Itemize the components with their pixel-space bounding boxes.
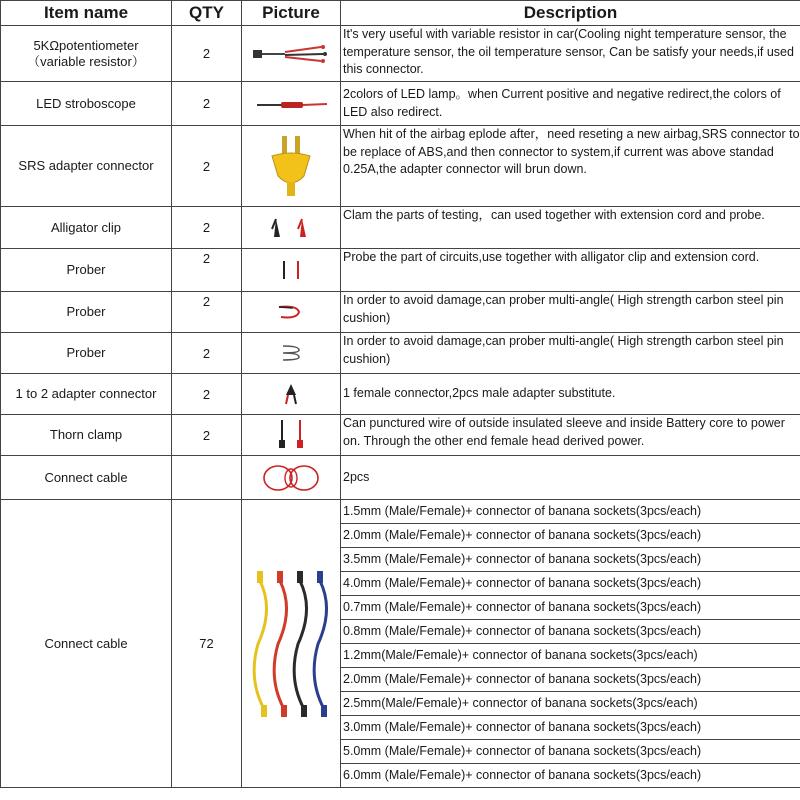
description-cell: 3.5mm (Male/Female)+ connector of banana sockets(3pcs/each) — [341, 548, 800, 572]
cable-plug — [297, 571, 303, 583]
qty-cell: 2 — [172, 292, 242, 333]
picture-cell — [242, 249, 341, 292]
picture-cell — [242, 82, 341, 126]
description-cell: When hit of the airbag eplode after，need reseting a new airbag,SRS connector to be replace of ABS,and then connector to system,if current was above standad 0.25A,the adapter connector will brun down. — [341, 126, 800, 207]
picture-cell — [242, 333, 341, 374]
qty-cell: 2 — [172, 415, 242, 456]
description-cell: 6.0mm (Male/Female)+ connector of banana sockets(3pcs/each) — [341, 764, 800, 788]
qty-cell: 2 — [172, 374, 242, 415]
description-cell: 4.0mm (Male/Female)+ connector of banana sockets(3pcs/each) — [341, 572, 800, 596]
description-cell: 2colors of LED lamp。when Current positive and negative redirect,the colors of LED also redirect. — [341, 82, 800, 126]
item-name-cell: Alligator clip — [1, 207, 172, 249]
cable-plug — [317, 571, 323, 583]
qty-cell: 2 — [172, 207, 242, 249]
header-qty: QTY — [172, 1, 242, 26]
cable-line — [314, 581, 326, 709]
table-row — [1, 500, 800, 524]
description-cell: Probe the part of circuits,use together with alligator clip and extension cord. — [341, 249, 800, 292]
table-row — [1, 292, 800, 333]
cable-line — [274, 581, 286, 709]
bent-probe-icon — [271, 301, 311, 323]
item-name-line: 5KΩpotentiometer — [33, 37, 139, 53]
alligator-clip-icon — [266, 215, 316, 241]
picture-cell — [242, 456, 341, 500]
banana-cables-icon — [246, 569, 336, 719]
description-cell: 2.5mm(Male/Female)+ connector of banana sockets(3pcs/each) — [341, 692, 800, 716]
probe-pin-icon — [271, 258, 311, 282]
description-cell: In order to avoid damage,can prober multi-angle( High strength carbon steel pin cushion) — [341, 292, 800, 333]
description-cell: 2pcs — [341, 456, 800, 500]
item-name-line: （variable resistor） — [27, 53, 145, 69]
picture-cell — [242, 415, 341, 456]
header-description: Description — [341, 1, 800, 26]
description-cell: 0.8mm (Male/Female)+ connector of banana sockets(3pcs/each) — [341, 620, 800, 644]
srs-plug-icon — [266, 134, 316, 198]
cable-plug — [301, 705, 307, 717]
coiled-cable-icon — [256, 461, 326, 495]
item-name-cell: 1 to 2 adapter connector — [1, 374, 172, 415]
picture-cell — [242, 292, 341, 333]
header-row — [1, 1, 800, 26]
item-name-cell: Thorn clamp — [1, 415, 172, 456]
coil-probe-icon — [271, 342, 311, 364]
description-cell: Clam the parts of testing，can used together with extension cord and probe. — [341, 207, 800, 249]
qty-cell: 72 — [172, 500, 242, 788]
cable-line — [294, 581, 306, 709]
description-cell: 2.0mm (Male/Female)+ connector of banana sockets(3pcs/each) — [341, 524, 800, 548]
adapter-connector-icon — [276, 381, 306, 407]
table-row — [1, 333, 800, 374]
potentiometer-icon — [251, 41, 331, 67]
item-name-cell — [1, 26, 172, 82]
table-row — [1, 126, 800, 207]
qty-cell: 2 — [172, 126, 242, 207]
table-row — [1, 374, 800, 415]
description-cell: 3.0mm (Male/Female)+ connector of banana sockets(3pcs/each) — [341, 716, 800, 740]
item-name-cell: SRS adapter connector — [1, 126, 172, 207]
table-row — [1, 249, 800, 292]
cable-plug — [281, 705, 287, 717]
item-name-cell: LED stroboscope — [1, 82, 172, 126]
table-row — [1, 207, 800, 249]
picture-cell — [242, 500, 341, 788]
cable-plug — [277, 571, 283, 583]
description-cell: It's very useful with variable resistor in car(Cooling night temperature sensor, the temperature sensor, the oil temperature sensor, Can be satisfy your needs,if used this connector. — [341, 26, 800, 82]
item-name-cell: Prober — [1, 292, 172, 333]
description-cell: 0.7mm (Male/Female)+ connector of banana sockets(3pcs/each) — [341, 596, 800, 620]
table-row — [1, 415, 800, 456]
qty-cell: 2 — [172, 82, 242, 126]
header-item-name: Item name — [1, 1, 172, 26]
cable-plug — [261, 705, 267, 717]
picture-cell — [242, 126, 341, 207]
qty-cell: 2 — [172, 249, 242, 292]
led-probe-icon — [251, 94, 331, 114]
qty-cell: 2 — [172, 333, 242, 374]
description-cell: 1.2mm(Male/Female)+ connector of banana sockets(3pcs/each) — [341, 644, 800, 668]
description-cell: 1 female connector,2pcs male adapter substitute. — [341, 374, 800, 415]
description-cell: 2.0mm (Male/Female)+ connector of banana sockets(3pcs/each) — [341, 668, 800, 692]
description-cell: 1.5mm (Male/Female)+ connector of banana sockets(3pcs/each) — [341, 500, 800, 524]
cable-plug — [321, 705, 327, 717]
qty-cell — [172, 456, 242, 500]
picture-cell — [242, 374, 341, 415]
thorn-clamp-icon — [266, 418, 316, 452]
table-row — [1, 456, 800, 500]
description-cell: In order to avoid damage,can prober multi-angle( High strength carbon steel pin cushion) — [341, 333, 800, 374]
cable-line — [254, 581, 266, 709]
item-name-cell: Prober — [1, 249, 172, 292]
picture-cell — [242, 26, 341, 82]
header-picture: Picture — [242, 1, 341, 26]
item-name-cell: Prober — [1, 333, 172, 374]
description-cell: 5.0mm (Male/Female)+ connector of banana sockets(3pcs/each) — [341, 740, 800, 764]
item-name-cell: Connect cable — [1, 500, 172, 788]
picture-cell — [242, 207, 341, 249]
qty-cell: 2 — [172, 26, 242, 82]
cable-plug — [257, 571, 263, 583]
item-name-cell: Connect cable — [1, 456, 172, 500]
description-cell: Can punctured wire of outside insulated sleeve and inside Battery core to power on. Through the other end female head derived power. — [341, 415, 800, 456]
table-row — [1, 82, 800, 126]
table-row — [1, 26, 800, 82]
